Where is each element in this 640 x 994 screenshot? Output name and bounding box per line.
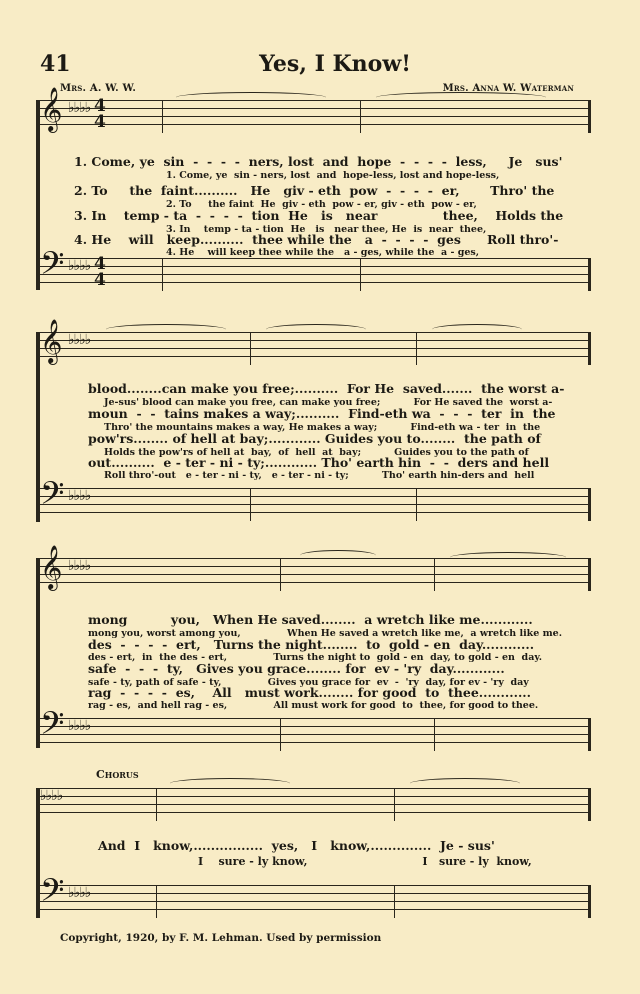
lyric-chorus: And I know,................ yes, I know,.............. Je - sus' — [98, 838, 495, 853]
lyric-alto-3: 3. In temp - ta - tion He is near thee, He is near thee, — [166, 224, 487, 235]
barline — [360, 100, 361, 133]
lyric-verse-4: out.......... e - ter - ni - ty;............ Tho' earth hin - - ders and hell — [88, 455, 550, 470]
barline — [434, 718, 435, 751]
barline — [416, 332, 417, 365]
key-signature-flats: ♭♭♭♭ — [68, 558, 91, 574]
barline — [156, 885, 157, 918]
lyric-verse-3: safe - - - ty, Gives you grace........ for ev - 'ry day............ — [88, 661, 505, 676]
slur — [450, 552, 566, 563]
lyric-alto-2: 2. To the faint He giv - eth pow - er, giv - eth pow - er, — [166, 199, 477, 210]
slur — [410, 778, 520, 789]
key-signature-flats: ♭♭♭♭ — [68, 885, 91, 901]
page-number: 41 — [40, 51, 71, 77]
barline — [394, 885, 395, 918]
time-signature: 4 4 — [94, 254, 106, 290]
barline — [394, 788, 395, 821]
key-signature-flats: ♭♭♭♭ — [40, 788, 63, 804]
barline — [250, 332, 251, 365]
lyric-verse-1: mong you, When He saved........ a wretch like me............ — [88, 612, 533, 627]
treble-clef-icon: 𝄞 — [40, 545, 63, 589]
chorus-label: Chorus — [96, 768, 139, 781]
music-credit: Mrs. Anna W. Waterman — [442, 83, 574, 94]
barline — [588, 558, 591, 591]
lyric-verse-2: moun - - tains makes a way;.......... Find-eth wa - - - ter in the — [88, 406, 556, 421]
lyric-alto-1: mong you, worst among you, When He saved a wretch like me, a wretch like me. — [88, 628, 563, 639]
lyric-verse-3: pow'rs........ of hell at bay;............ Guides you to........ the path of — [88, 431, 541, 446]
barline — [360, 258, 361, 291]
slur — [106, 324, 226, 335]
barline — [588, 788, 591, 821]
lyric-verse-4: rag - - - - es, All must work........ for good to thee............ — [88, 685, 531, 700]
slur — [266, 324, 366, 335]
bass-staff — [36, 872, 591, 917]
lyric-verse-2: des - - - - ert, Turns the night........ to gold - en day............ — [88, 637, 535, 652]
treble-clef-icon: 𝄞 — [40, 87, 63, 131]
lyric-verse-3: 3. In temp - ta - - - - tion He is near thee, Holds the — [74, 208, 564, 223]
barline — [250, 488, 251, 521]
barline — [588, 332, 591, 365]
key-signature-flats: ♭♭♭♭ — [68, 332, 91, 348]
lyric-verse-4: 4. He will keep.......... thee while the a - - - - ges Roll thro'- — [74, 232, 559, 247]
lyric-alto-1: Je-sus' blood can make you free, can make you free; For He saved the worst a- — [104, 397, 553, 408]
lyric-verse-1: blood........can make you free;.......... For He saved....... the worst a- — [88, 381, 565, 396]
slur — [170, 778, 290, 789]
bass-clef-icon: 𝄢 — [40, 475, 65, 519]
lyric-alto-2: des - ert, in the des - ert, Turns the night to gold - en day, to gold - en day. — [88, 652, 543, 663]
key-signature-flats: ♭♭♭♭ — [68, 100, 91, 116]
barline — [588, 885, 591, 918]
barline — [588, 258, 591, 291]
time-signature: 4 4 — [94, 96, 106, 132]
bass-clef-icon: 𝄢 — [40, 245, 65, 289]
key-signature-flats: ♭♭♭♭ — [68, 258, 91, 274]
barline — [156, 788, 157, 821]
treble-staff — [36, 545, 591, 590]
lyric-alto-4: rag - es, and hell rag - es, All must work for good to thee, for good to thee. — [88, 700, 539, 711]
treble-staff — [36, 319, 591, 364]
lyric-alto-1: 1. Come, ye sin - ners, lost and hope-less, lost and hope-less, — [166, 170, 500, 181]
lyric-alto-3: safe - ty, path of safe - ty, Gives you grace for ev - 'ry day, for ev - 'ry day — [88, 677, 529, 688]
treble-clef-icon: 𝄞 — [40, 319, 63, 363]
slur — [176, 92, 326, 103]
key-signature-flats: ♭♭♭♭ — [68, 718, 91, 734]
hymn-title: Yes, I Know! — [259, 51, 411, 77]
barline — [280, 558, 281, 591]
copyright-notice: Copyright, 1920, by F. M. Lehman. Used by permission — [60, 932, 382, 944]
barline — [588, 488, 591, 521]
barline — [434, 558, 435, 591]
slur — [432, 324, 522, 335]
lyric-verse-1: 1. Come, ye sin - - - - ners, lost and hope - - - - less, Je sus' — [74, 154, 563, 169]
lyric-alto-3: Holds the pow'rs of hell at bay, of hell at bay; Guides you to the path of — [104, 447, 529, 458]
barline — [162, 258, 163, 291]
slur — [376, 92, 546, 103]
lyric-chorus-echo: I sure - ly know, I sure - ly know, — [198, 855, 532, 868]
key-signature-flats: ♭♭♭♭ — [68, 488, 91, 504]
slur — [300, 550, 376, 561]
barline — [280, 718, 281, 751]
treble-staff — [36, 788, 591, 820]
barline — [588, 718, 591, 751]
lyric-alto-2: Thro' the mountains makes a way, He makes a way; Find-eth wa - ter in the — [104, 422, 541, 433]
lyric-alto-4: 4. He will keep thee while the a - ges, while the a - ges, — [166, 247, 480, 258]
bass-clef-icon: 𝄢 — [40, 872, 65, 916]
bass-clef-icon: 𝄢 — [40, 705, 65, 749]
lyric-alto-4: Roll thro'-out e - ter - ni - ty, e - ter - ni - ty; Tho' earth hin-ders and hell — [104, 470, 535, 481]
barline — [588, 100, 591, 133]
barline — [416, 488, 417, 521]
words-credit: Mrs. A. W. W. — [60, 83, 137, 94]
lyric-verse-2: 2. To the faint.......... He giv - eth pow - - - - er, Thro' the — [74, 183, 555, 198]
barline — [162, 100, 163, 133]
